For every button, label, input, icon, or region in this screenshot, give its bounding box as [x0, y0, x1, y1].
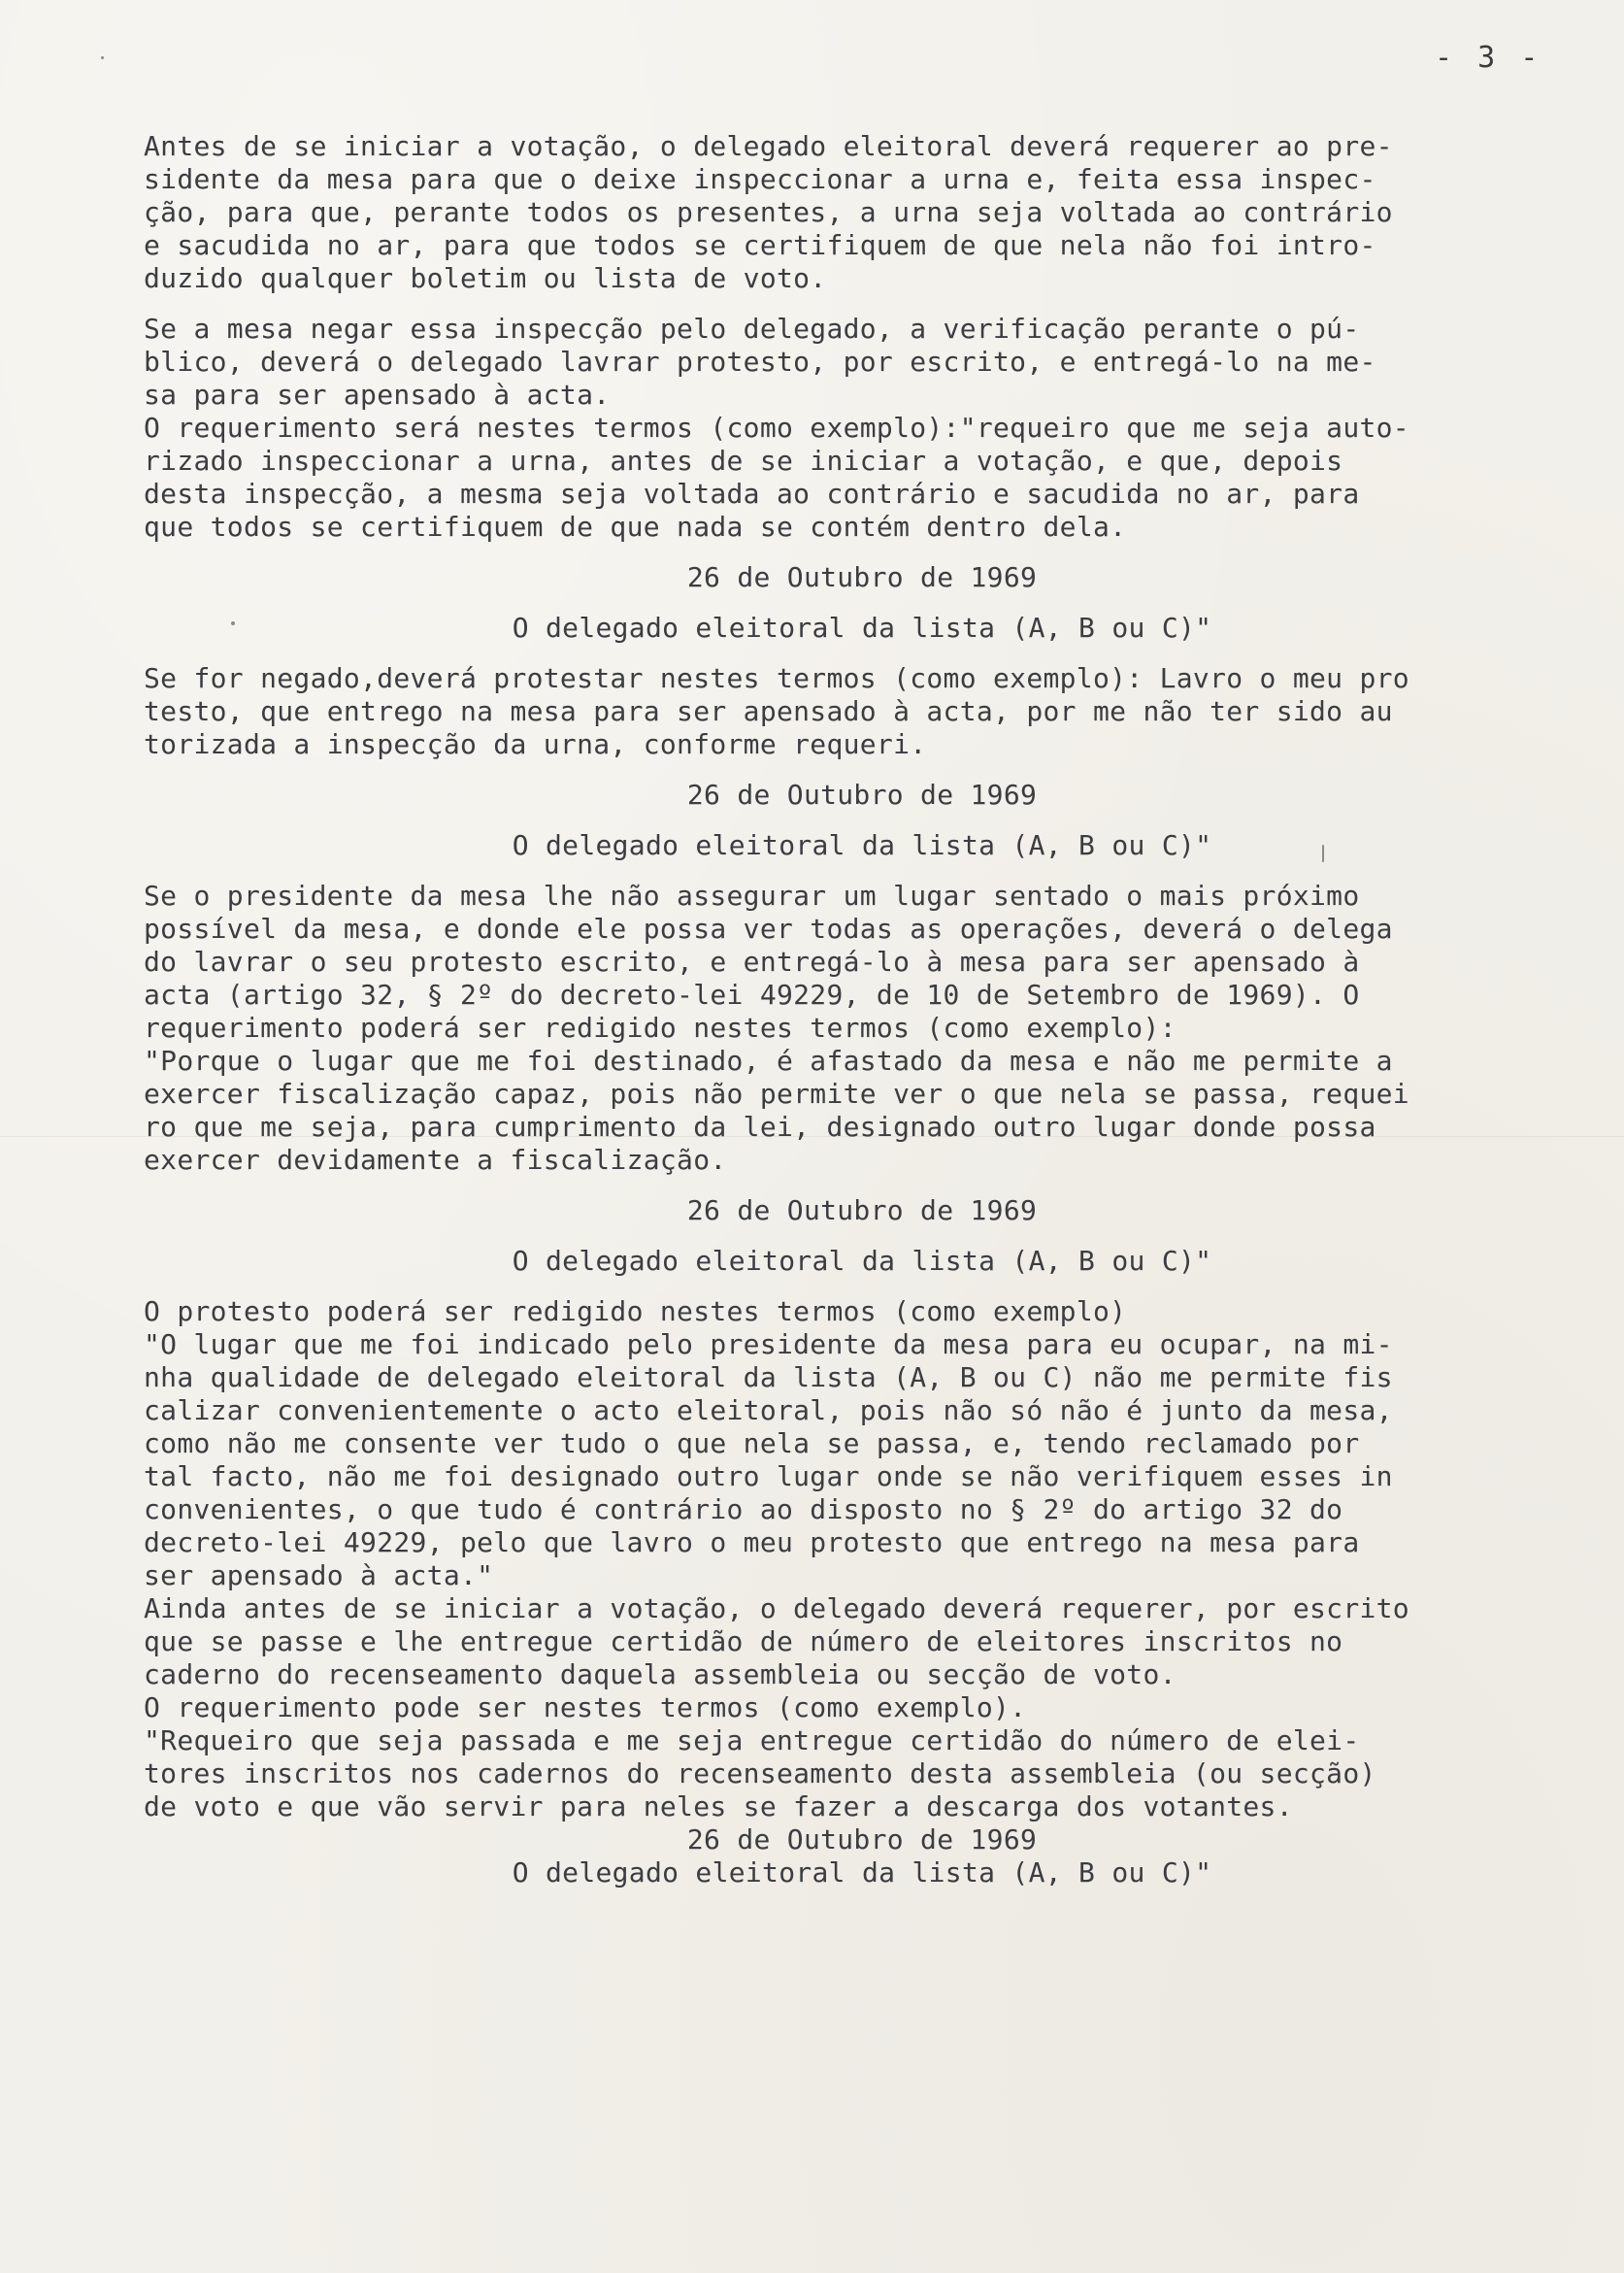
paragraph: [144, 1295, 1580, 1823]
text-line: tores inscritos nos cadernos do recenseamento desta assembleia (ou secção): [144, 1757, 1376, 1789]
text-line: ro que me seja, para cumprimento da lei, designado outro lugar donde possa: [144, 1111, 1376, 1143]
text-line: rizado inspeccionar a urna, antes de se iniciar a votação, e que, depois: [144, 445, 1343, 477]
text-line: Se a mesa negar essa inspecção pelo delegado, a verificação perante o pú-: [144, 313, 1360, 345]
paragraph: [144, 662, 1580, 761]
text-line: testo, que entrego na mesa para ser apensado à acta, por me não ter sido au: [144, 695, 1393, 727]
text-line: sa para ser apensado à acta.: [144, 379, 611, 411]
text-line: blico, deverá o delegado lavrar protesto, por escrito, e entregá-lo na me-: [144, 346, 1376, 378]
text-line: calizar convenientemente o acto eleitoral, pois não só não é junto da mesa,: [144, 1394, 1393, 1426]
text-line: que se passe e lhe entregue certidão de número de eleitores inscritos no: [144, 1625, 1343, 1657]
text-line: ser apensado à acta.": [144, 1559, 494, 1591]
text-line: torizada a inspecção da urna, conforme requeri.: [144, 728, 927, 760]
text-line: desta inspecção, a mesma seja voltada ao contrário e sacudida no ar, para: [144, 478, 1360, 510]
paper-speck: [101, 56, 104, 59]
signature-line: O delegado eleitoral da lista (A, B ou C)": [512, 829, 1212, 861]
text-line: "O lugar que me foi indicado pelo presidente da mesa para eu ocupar, na mi-: [144, 1328, 1393, 1360]
paragraph: [144, 130, 1580, 295]
text-line: nha qualidade de delegado eleitoral da lista (A, B ou C) não me permite fis: [144, 1361, 1393, 1393]
paragraph: [144, 880, 1580, 1177]
text-line: Se for negado,deverá protestar nestes termos (como exemplo): Lavro o meu pro: [144, 662, 1409, 694]
paragraph: [144, 313, 1580, 544]
text-line: e sacudida no ar, para que todos se certifiquem de que nela não foi intro-: [144, 229, 1376, 261]
text-line: possível da mesa, e donde ele possa ver todas as operações, deverá o delega: [144, 913, 1393, 945]
text-line: exercer devidamente a fiscalização.: [144, 1144, 727, 1176]
text-line: ção, para que, perante todos os presentes, a urna seja voltada ao contrário: [144, 196, 1393, 228]
date-line: 26 de Outubro de 1969: [686, 779, 1038, 811]
text-line: O protesto poderá ser redigido nestes termos (como exemplo): [144, 1295, 1127, 1327]
text-line: como não me consente ver tudo o que nela se passa, e, tendo reclamado por: [144, 1427, 1360, 1459]
signature-line: O delegado eleitoral da lista (A, B ou C)": [512, 1245, 1212, 1277]
text-line: Ainda antes de se iniciar a votação, o delegado deverá requerer, por escrito: [144, 1592, 1409, 1624]
document-body: [144, 130, 1580, 1889]
text-line: "Requeiro que seja passada e me seja entregue certidão do número de elei-: [144, 1724, 1360, 1756]
date-line: 26 de Outubro de 1969: [686, 561, 1038, 593]
date-line: 26 de Outubro de 1969: [686, 1194, 1038, 1226]
text-line: duzido qualquer boletim ou lista de voto.: [144, 262, 827, 294]
text-line: requerimento poderá ser redigido nestes termos (como exemplo):: [144, 1012, 1177, 1044]
text-line: exercer fiscalização capaz, pois não permite ver o que nela se passa, requei: [144, 1078, 1409, 1110]
text-line: Se o presidente da mesa lhe não assegurar um lugar sentado o mais próximo: [144, 880, 1360, 912]
text-line: "Porque o lugar que me foi destinado, é afastado da mesa e não me permite a: [144, 1045, 1393, 1077]
signature-line: O delegado eleitoral da lista (A, B ou C)": [512, 1856, 1212, 1889]
text-line: tal facto, não me foi designado outro lugar onde se não verifiquem esses in: [144, 1460, 1393, 1492]
text-line: O requerimento será nestes termos (como exemplo):"requeiro que me seja auto-: [144, 412, 1409, 444]
page-number: - 3 -: [1435, 41, 1542, 75]
signature-line: O delegado eleitoral da lista (A, B ou C)": [512, 612, 1212, 644]
text-line: Antes de se iniciar a votação, o delegado eleitoral deverá requerer ao pre-: [144, 130, 1393, 162]
text-line: sidente da mesa para que o deixe inspeccionar a urna e, feita essa inspec-: [144, 163, 1376, 195]
text-line: decreto-lei 49229, pelo que lavro o meu protesto que entrego na mesa para: [144, 1526, 1360, 1558]
text-line: convenientes, o que tudo é contrário ao disposto no § 2º do artigo 32 do: [144, 1493, 1343, 1525]
date-line: 26 de Outubro de 1969: [686, 1823, 1038, 1855]
text-line: O requerimento pode ser nestes termos (como exemplo).: [144, 1691, 1027, 1723]
text-line: de voto e que vão servir para neles se fazer a descarga dos votantes.: [144, 1790, 1293, 1822]
text-line: do lavrar o seu protesto escrito, e entregá-lo à mesa para ser apensado à: [144, 946, 1360, 978]
text-line: acta (artigo 32, § 2º do decreto-lei 49229, de 10 de Setembro de 1969). O: [144, 979, 1360, 1011]
text-line: que todos se certifiquem de que nada se contém dentro dela.: [144, 511, 1127, 543]
text-line: caderno do recenseamento daquela assembleia ou secção de voto.: [144, 1658, 1177, 1690]
